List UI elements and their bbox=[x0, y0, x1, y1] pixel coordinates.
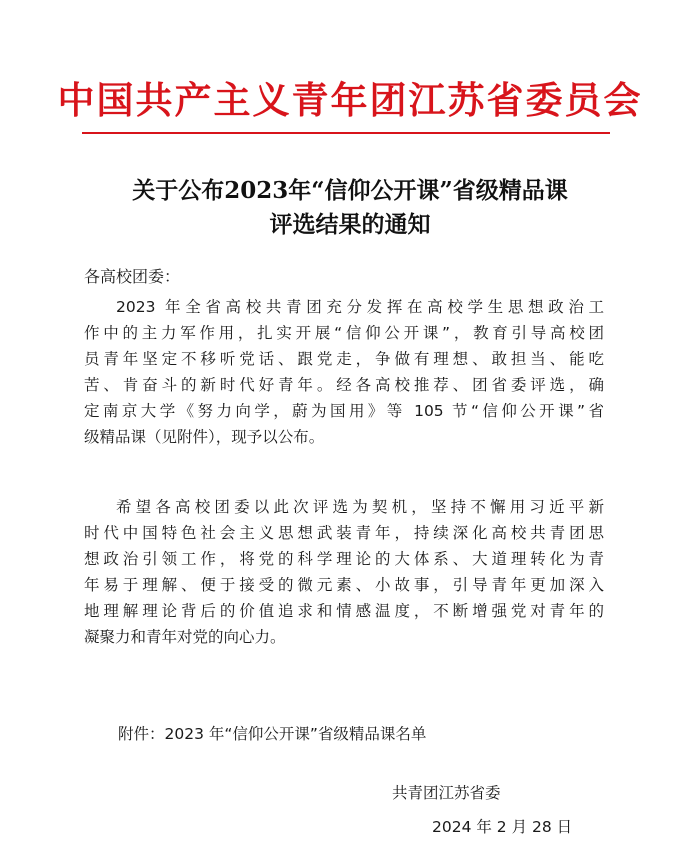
issue-date: 2024 年 2 月 28 日 bbox=[432, 818, 573, 836]
paragraph-line: 级精品课（见附件），现予以公布。 bbox=[84, 428, 325, 446]
body-paragraph-1 bbox=[84, 294, 604, 450]
paragraph-line: 员青年坚定不移听党话、跟党走，争做有理想、敢担当、能吃 bbox=[84, 350, 604, 368]
paragraph-line: 时代中国特色社会主义思想武装青年，持续深化高校共青团思 bbox=[84, 524, 604, 542]
paragraph-line: 年易于理解、便于接受的微元素、小故事，引导青年更加深入 bbox=[84, 576, 604, 594]
paragraph-line: 作中的主力军作用，扎实开展“信仰公开课”，教育引导高校团 bbox=[84, 324, 604, 342]
paragraph-line: 2023 年全省高校共青团充分发挥在高校学生思想政治工 bbox=[116, 298, 604, 316]
paragraph-line: 希望各高校团委以此次评选为契机，坚持不懈用习近平新 bbox=[116, 498, 604, 516]
paragraph-line: 凝聚力和青年对党的向心力。 bbox=[84, 628, 286, 646]
body-paragraph-2 bbox=[84, 494, 604, 650]
signer: 共青团江苏省委 bbox=[392, 784, 501, 802]
salutation: 各高校团委： bbox=[84, 267, 181, 286]
letterhead-red-rule bbox=[82, 132, 610, 134]
paragraph-line: 地理解理论背后的价值追求和情感温度，不断增强党对青年的 bbox=[84, 602, 604, 620]
document-title-line-1: 关于公布2023年“信仰公开课”省级精品课 bbox=[132, 177, 568, 204]
attachment-note: 附件：2023 年“信仰公开课”省级精品课名单 bbox=[118, 725, 427, 743]
paragraph-line: 想政治引领工作，将党的科学理论的大体系、大道理转化为青 bbox=[84, 550, 604, 568]
org-letterhead-title: 中国共产主义青年团江苏省委员会 bbox=[57, 78, 643, 122]
paragraph-line: 苦、肯奋斗的新时代好青年。经各高校推荐、团省委评选，确 bbox=[84, 376, 604, 394]
paragraph-line: 定南京大学《努力向学，蔚为国用》等 105 节“信仰公开课”省 bbox=[84, 402, 604, 420]
document-title-line-2: 评选结果的通知 bbox=[269, 211, 431, 238]
